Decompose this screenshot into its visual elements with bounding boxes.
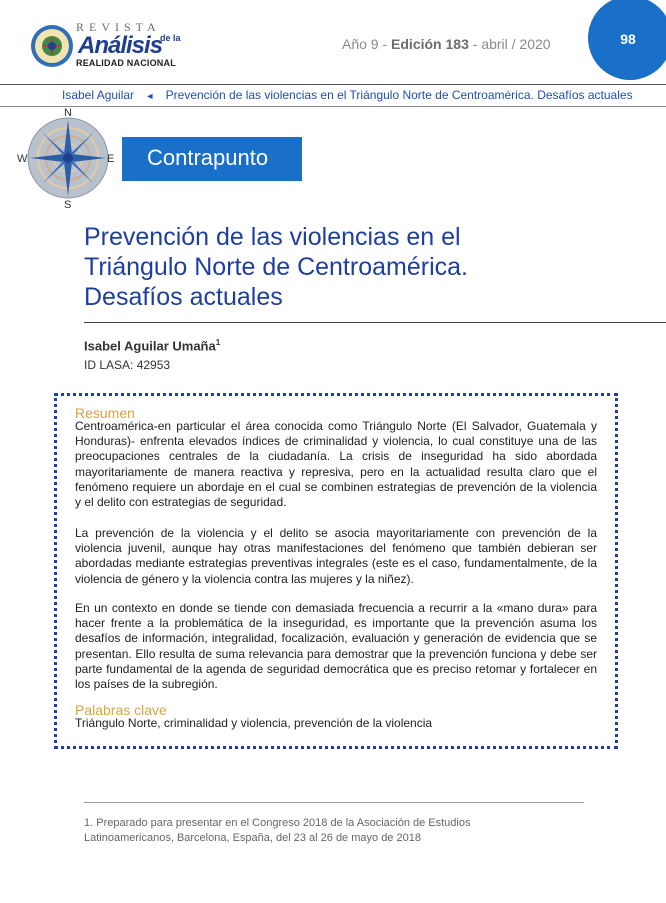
journal-logo [30, 20, 190, 72]
running-head [62, 88, 633, 102]
header-divider [0, 84, 666, 85]
article-title-line: Desafíos actuales [84, 283, 283, 311]
footnote-marker: 1 [215, 338, 221, 347]
running-head-title: Prevención de las violencias en el Triángulo Norte de Centroamérica. Desafíos actuales [165, 88, 633, 102]
title-divider [84, 322, 666, 323]
section-banner [122, 137, 302, 181]
page-number: 98 [588, 0, 666, 80]
compass-w-label: W [17, 153, 28, 165]
article-title-line: Triángulo Norte de Centroamérica. [84, 253, 468, 281]
logo-revista-text: REVISTA [76, 20, 161, 34]
logo-dela-text: de la [160, 33, 181, 43]
issue-date: abril / 2020 [481, 36, 551, 52]
keywords-text: Triángulo Norte, criminalidad y violencia, prevención de la violencia [75, 716, 433, 730]
section-label: Contrapunto [147, 145, 269, 170]
national-seal-icon [30, 24, 74, 68]
article-title-line: Prevención de las violencias en el [84, 223, 461, 251]
compass-n-label: N [64, 107, 72, 119]
logo-realidad-text: REALIDAD NACIONAL [76, 58, 176, 68]
lasa-id: ID LASA: 42953 [84, 358, 171, 372]
abstract-heading: Resumen [75, 405, 135, 421]
abstract-paragraph: La prevención de la violencia y el delito se asocia mayoritariamente con prevención de la violencia juvenil, aunque hay otras manifestaciones del fenómeno que también debieran ser abordadas mediante estrategias preventivas integrales (este es el caso, fundamentalmente, de la violencia de género y la violencia contra las mujeres y la niñez). [75, 526, 597, 586]
compass-s-label: S [64, 199, 72, 211]
author-name [84, 338, 220, 353]
compass-e-label: E [107, 153, 115, 165]
keywords-heading: Palabras clave [75, 702, 167, 718]
author-name-text: Isabel Aguilar Umaña [84, 338, 216, 354]
footnote-divider [84, 802, 584, 803]
issue-year: Año 9 [342, 36, 379, 52]
footnote-line: Latinoamericanos, Barcelona, España, del 23 al 26 de mayo de 2018 [84, 831, 421, 844]
issue-separator: - [472, 36, 478, 52]
issue-edition: Edición 183 [391, 36, 469, 52]
left-arrow-icon: ◄ [145, 91, 155, 101]
abstract-paragraph: En un contexto en donde se tiende con demasiada frecuencia a recurrir a la «mano dura» para hacer frente a la problemática de la inseguridad, es importante que la prevención asuma los desafíos de información, integralidad, focalización, evaluación y generación de evidencia que se presentan. Ello resulta de suma relevancia para demostrar que la prevención funciona y debe ser parte fundamental de la agenda de seguridad democrática que es preciso retomar y fortalecer en los países de la subregión. [75, 601, 597, 692]
issue-info [342, 36, 551, 52]
compass-rose-icon [14, 104, 122, 212]
logo-analisis-text: Análisis [78, 32, 163, 59]
footnote [84, 816, 584, 845]
footnote-line: 1. Preparado para presentar en el Congreso 2018 de la Asociación de Estudios [84, 817, 471, 829]
abstract-paragraph: Centroamérica-en particular el área conocida como Triángulo Norte (El Salvador, Guatemala y Honduras)- enfrenta elevados índices de criminalidad y violencia, lo cual constituye una de las preocupaciones centrales de la ciudadanía. La crisis de inseguridad ha sido abordada mayoritariamente de manera reactiva y represiva, pero en la actualidad resulta claro que el fenómeno requiere un abordaje en el cual se combinen estrategias de prevención de la violencia y el delito con estrategias de seguridad. [75, 419, 597, 510]
article-title [84, 222, 644, 312]
running-head-author: Isabel Aguilar [62, 88, 135, 102]
issue-separator: - [382, 36, 388, 52]
